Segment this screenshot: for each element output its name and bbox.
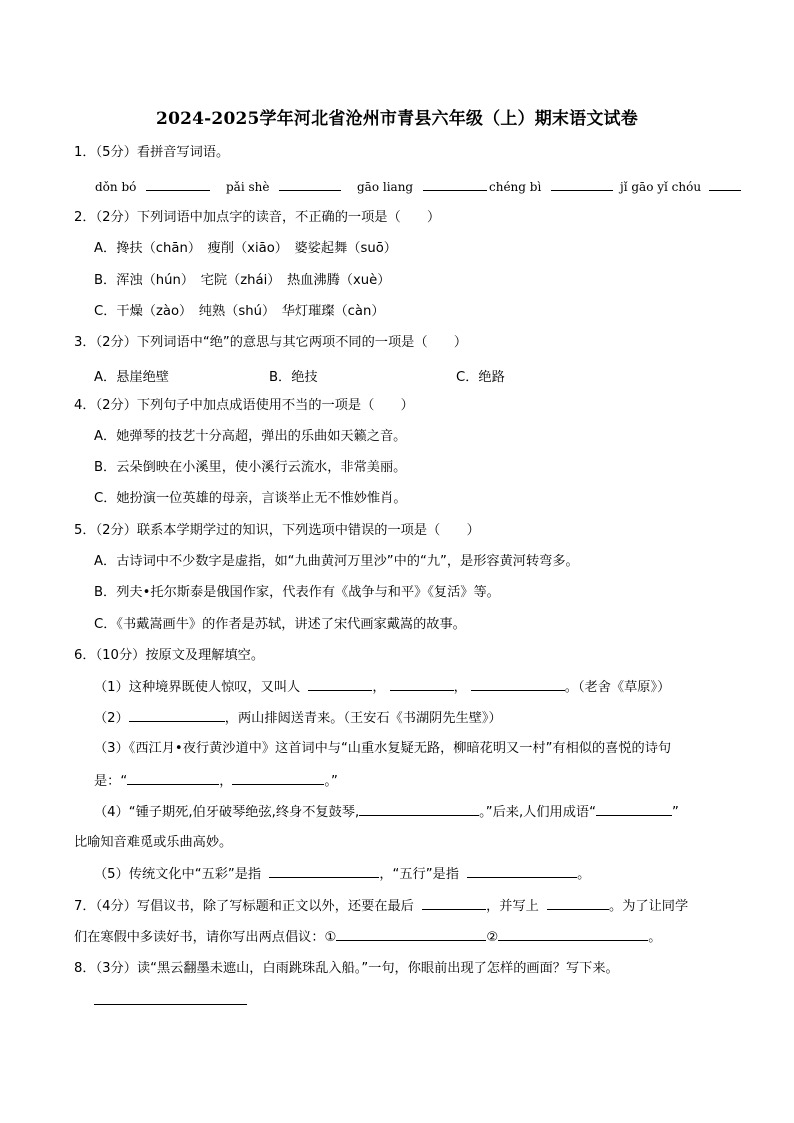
q1-pinyin-4 <box>489 178 613 194</box>
q3-stem: 3．（2分）下列词语中“绝”的意思与其它两项不同的一项是（ ） <box>74 335 468 350</box>
q4-option-c: C．她扮演一位英雄的母亲，言谈举止无不惟妙惟肖。 <box>94 491 407 506</box>
q6-part5 <box>94 865 590 884</box>
q1-pinyin-1 <box>95 178 210 194</box>
q6-part3-line2 <box>94 772 338 791</box>
q6-part4-text-c: ” <box>671 805 679 820</box>
q5-stem: 5．（2分）联系本学期学过的知识，下列选项中错误的一项是（ ） <box>74 523 480 538</box>
q7-blank-4[interactable] <box>498 928 648 941</box>
q1-pinyin-1-text: dǒn bó <box>95 180 137 194</box>
q6-part3-blank-2[interactable] <box>232 772 324 785</box>
q1-pinyin-3-text: gāo liang <box>357 180 414 194</box>
q6-part3-prefix: 是：“ <box>94 774 128 789</box>
q2-option-a: A．搀扶（chān） 瘦削（xiāo） 婆娑起舞（suō） <box>94 241 397 256</box>
q1-pinyin-5-text: jǐ gāo yǐ chóu <box>620 180 702 194</box>
q7-text-end: 。 <box>648 930 662 945</box>
q1-answer-blank-5[interactable] <box>709 178 741 191</box>
q4-option-b: B．云朵倒映在小溪里，使小溪行云流水，非常美丽。 <box>94 460 407 475</box>
q1-pinyin-2-text: pǎi shè <box>226 180 270 194</box>
q8-stem: 8．（3分）读“黑云翻墨未遮山，白雨跳珠乱入船。”一句，你眼前出现了怎样的画面？写下来。 <box>74 961 619 976</box>
q4-option-a: A．她弹琴的技艺十分高超，弹出的乐曲如天籁之音。 <box>94 429 407 444</box>
q6-part1-blank-2[interactable] <box>390 678 454 691</box>
q6-part1-sep2: ， <box>453 680 467 695</box>
q6-part1-sep1: ， <box>372 680 386 695</box>
q7-text-d: 们在寒假中多读好书，请你写出两点倡议：① <box>74 930 337 945</box>
q6-part1-end: 。（老舍《草原》） <box>564 680 671 695</box>
q6-part5-end: 。 <box>577 867 591 882</box>
q7-blank-3[interactable] <box>336 928 486 941</box>
q5-option-c: C．《书戴嵩画牛》的作者是苏轼，讲述了宋代画家戴嵩的故事。 <box>94 617 466 632</box>
q8-answer-line[interactable] <box>94 990 247 1005</box>
q7-line1 <box>74 897 688 916</box>
q6-part5-text-a: （5）传统文化中“五彩”是指 <box>94 867 262 882</box>
q6-part3-end: 。” <box>324 774 338 789</box>
q5-option-a: A．古诗词中不少数字是虚指，如“九曲黄河万里沙”中的“九”，是形容黄河转弯多。 <box>94 554 579 569</box>
q7-text-a: 7．（4分）写倡议书，除了写标题和正文以外，还要在最后 <box>74 899 414 914</box>
q6-part1-text: （1）这种境界既使人惊叹，又叫人 <box>94 680 301 695</box>
q6-part5-blank-1[interactable] <box>269 865 379 878</box>
q6-part4-text-b: 。”后来,人们用成语“ <box>479 805 596 820</box>
q6-part1-blank-3[interactable] <box>471 678 565 691</box>
q6-part2-label: （2） <box>94 711 129 726</box>
q1-pinyin-5 <box>620 178 741 194</box>
q6-part4-line1 <box>94 803 679 822</box>
page-title: 2024-2025学年河北省沧州市青县六年级（上）期末语文试卷 <box>156 109 638 129</box>
q1-pinyin-3 <box>357 178 487 194</box>
q1-pinyin-2 <box>226 178 341 194</box>
q6-part3-line1: （3）《西江月•夜行黄沙道中》这首词中与“山重水复疑无路，柳暗花明又一村”有相似的喜悦的诗句 <box>94 741 672 756</box>
q3-option-c: C．绝路 <box>456 370 505 385</box>
q1-answer-blank-3[interactable] <box>423 178 487 191</box>
q6-part4-line2: 比喻知音难觅或乐曲高妙。 <box>74 835 233 850</box>
q6-stem: 6．（10分）按原文及理解填空。 <box>74 648 265 663</box>
q7-text-b: ，并写上 <box>486 899 539 914</box>
q6-part2 <box>94 709 502 728</box>
q6-part4-text-a: （4）“锺子期死,伯牙破琴绝弦,终身不复鼓琴, <box>94 805 360 820</box>
q7-text-c: 。为了让同学 <box>609 899 689 914</box>
q1-stem: 1．（5分）看拼音写词语。 <box>74 145 230 160</box>
q2-option-c: C．干燥（zào） 纯熟（shú） 华灯璀璨（càn） <box>94 304 385 319</box>
q6-part1 <box>94 678 670 697</box>
q2-stem: 2．（2分）下列词语中加点字的读音，不正确的一项是（ ） <box>74 210 441 225</box>
q3-option-b: B．绝技 <box>269 370 318 385</box>
q6-part2-blank[interactable] <box>129 709 225 722</box>
q6-part3-blank-1[interactable] <box>127 772 219 785</box>
q1-pinyin-4-text: chéng bì <box>489 180 542 194</box>
q4-stem: 4．（2分）下列句子中加点成语使用不当的一项是（ ） <box>74 398 414 413</box>
q3-option-a: A．悬崖绝壁 <box>94 370 169 385</box>
q7-text-e: ② <box>486 930 499 945</box>
q6-part5-text-b: ，“五行”是指 <box>379 867 459 882</box>
q6-part4-blank-1[interactable] <box>359 803 479 816</box>
q6-part4-blank-2[interactable] <box>596 803 672 816</box>
q6-part1-blank-1[interactable] <box>308 678 372 691</box>
q6-part2-text: ，两山排闼送青来。（王安石《书湖阴先生壁》） <box>224 711 502 726</box>
q6-part3-sep: ， <box>219 774 233 789</box>
q1-answer-blank-4[interactable] <box>551 178 613 191</box>
q2-option-b: B．浑浊（hún） 宅院（zhái） 热血沸腾（xuè） <box>94 273 391 288</box>
q6-part5-blank-2[interactable] <box>467 865 577 878</box>
q1-answer-blank-2[interactable] <box>279 178 341 191</box>
q5-option-b: B．列夫•托尔斯泰是俄国作家，代表作有《战争与和平》《复活》等。 <box>94 585 500 600</box>
q7-blank-2[interactable] <box>547 897 609 910</box>
q1-answer-blank-1[interactable] <box>146 178 210 191</box>
q7-blank-1[interactable] <box>422 897 486 910</box>
q7-line2 <box>74 928 661 947</box>
